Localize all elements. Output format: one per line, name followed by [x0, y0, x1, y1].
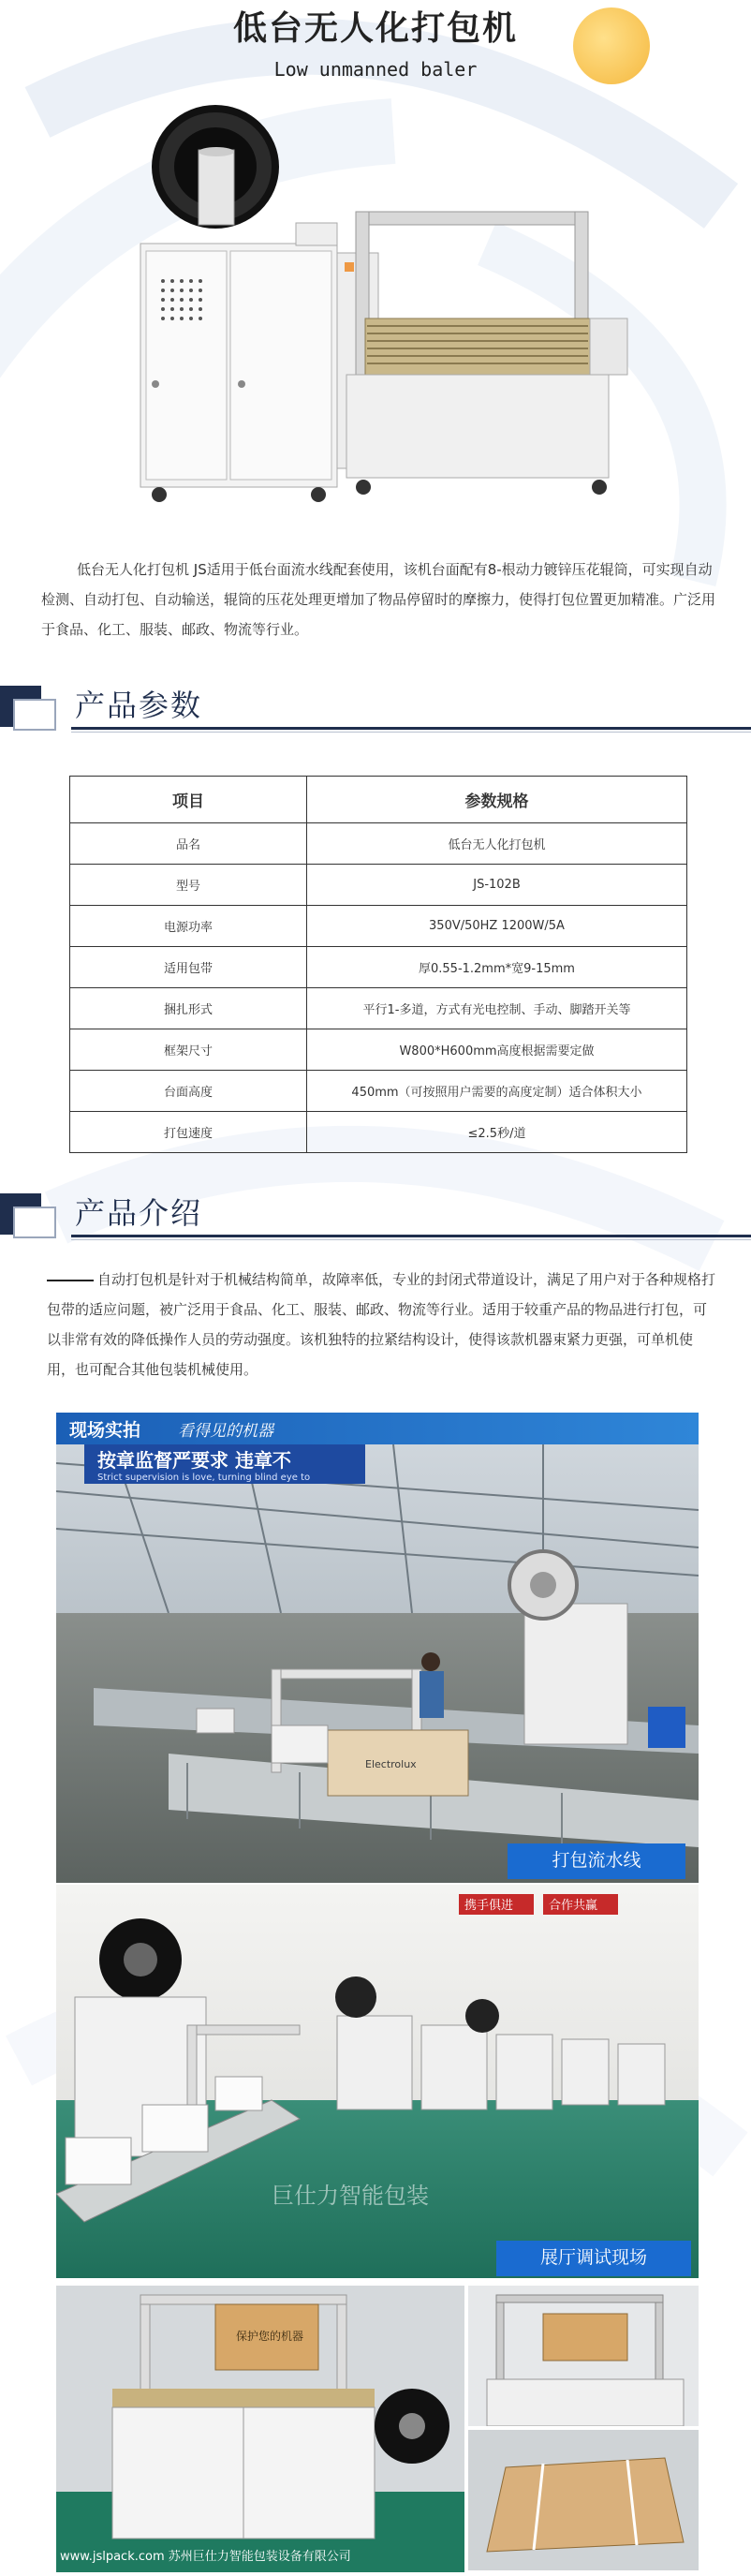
table-row — [70, 823, 687, 865]
section-title-params: 产品参数 — [75, 688, 203, 723]
spec-key: 适用包带 — [70, 947, 307, 988]
table-row — [70, 1029, 687, 1071]
photo-machine-with-box — [56, 2286, 464, 2572]
spec-value: 厚0.55-1.2mm*宽9-15mm — [307, 947, 687, 988]
section-rule — [71, 727, 751, 730]
showroom-scene-illustration — [56, 1885, 699, 2278]
spec-table — [69, 776, 687, 1153]
spec-key: 电源功率 — [70, 906, 307, 947]
spec-key: 台面高度 — [70, 1071, 307, 1112]
arch-top-illustration — [468, 2286, 699, 2426]
hero — [0, 0, 751, 539]
spec-key: 型号 — [70, 865, 307, 906]
machine-box-illustration — [56, 2286, 464, 2572]
spec-value: 450mm（可按照用户需要的高度定制）适合体积大小 — [307, 1071, 687, 1112]
watermark-text: 巨仕力智能包装 — [272, 2183, 429, 2209]
section-rule-thin — [71, 1239, 751, 1240]
spec-value: 平行1-多道，方式有光电控制、手动、脚踏开关等 — [307, 988, 687, 1029]
photo-arch-top — [468, 2286, 699, 2426]
table-row — [70, 947, 687, 988]
spec-value: ≤2.5秒/道 — [307, 1112, 687, 1153]
intro-paragraph: 低台无人化打包机 JS适用于低台面流水线配套使用，该机台面配有8-根动力镀锌压花辊筒，可实现自动检测、自动打包、自动输送，辊筒的压花处理更增加了物品停留时的摩擦力，使得打包位置更加精准。广泛用于食品、化工、服装、邮政、物流等行业。 — [41, 561, 716, 638]
spec-value: 350V/50HZ 1200W/5A — [307, 906, 687, 947]
page-title: 低台无人化打包机 — [232, 9, 518, 48]
badge-production-line: 打包流水线 — [508, 1843, 685, 1879]
spec-header-value: 参数规格 — [307, 777, 687, 823]
section-header-params — [0, 674, 751, 731]
spec-key: 品名 — [70, 823, 307, 865]
table-row — [70, 865, 687, 906]
section-title-intro: 产品介绍 — [75, 1195, 203, 1231]
dash-decoration — [47, 1280, 94, 1281]
spec-value: 低台无人化打包机 — [307, 823, 687, 865]
banner-text: 按章监督严要求 违章不 — [97, 1449, 291, 1472]
section-rule-thin — [71, 732, 751, 733]
table-row — [70, 1071, 687, 1112]
photo-production-line — [56, 1444, 699, 1883]
photo-title-bar — [56, 1413, 699, 1444]
section-square-light — [13, 699, 56, 731]
factory-scene-illustration — [56, 1444, 699, 1883]
description-block — [47, 1265, 717, 1384]
spec-value: W800*H600mm高度根据需要定做 — [307, 1029, 687, 1071]
hall-sign-2: 合作共赢 — [549, 1899, 598, 1913]
section-rule — [71, 1235, 751, 1237]
box-label: 保护您的机器 — [236, 2330, 304, 2343]
page-subtitle: Low unmanned baler — [273, 58, 478, 81]
footer-url[interactable]: www.jslpack.com — [60, 2550, 165, 2564]
description-text: 自动打包机是针对于机械结构简单，故障率低，专业的封闭式带道设计，满足了用户对于各种规格打包带的适应问题，被广泛用于食品、化工、服装、邮政、物流等行业。适用于较重产品的物品进行打包，可以非常有效的降低操作人员的劳动强度。该机独特的拉紧结构设计，使得该款机器束紧力更强，可单机使用，也可配合其他包装机械使用。 — [47, 1271, 716, 1378]
hall-sign-1: 携手俱进 — [464, 1899, 514, 1913]
spec-key: 框架尺寸 — [70, 1029, 307, 1071]
photo-showroom — [56, 1885, 699, 2278]
section-square-light — [13, 1207, 56, 1238]
baler-machine-illustration — [122, 94, 646, 534]
table-row — [70, 1112, 687, 1153]
photo-bar-subtitle: 看得见的机器 — [178, 1422, 273, 1441]
footer-company: 苏州巨仕力智能包装设备有限公司 — [168, 2550, 351, 2564]
badge-showroom: 展厅调试现场 — [496, 2241, 691, 2276]
table-row — [70, 906, 687, 947]
spec-table-header-row — [70, 777, 687, 823]
box-brand: Electrolux — [365, 1758, 417, 1770]
spec-value: JS-102B — [307, 865, 687, 906]
section-header-intro — [0, 1182, 751, 1238]
table-row — [70, 988, 687, 1029]
photo-bar-title: 现场实拍 — [69, 1420, 141, 1441]
spec-key: 打包速度 — [70, 1112, 307, 1153]
banner-subtext: Strict supervision is love, turning blind eye to — [97, 1473, 311, 1483]
footer-url-line — [56, 2543, 699, 2571]
spec-key: 捆扎形式 — [70, 988, 307, 1029]
spec-header-item: 项目 — [70, 777, 307, 823]
